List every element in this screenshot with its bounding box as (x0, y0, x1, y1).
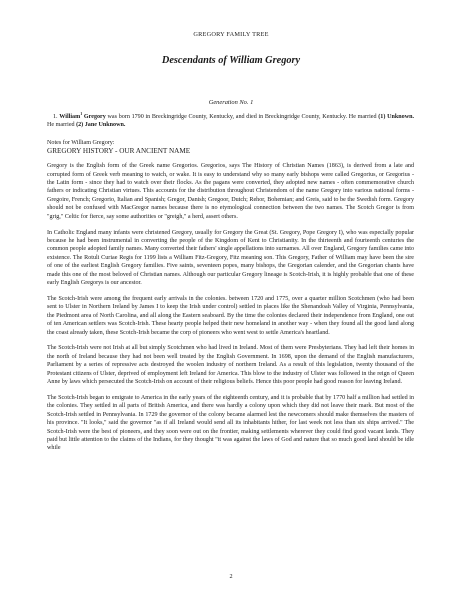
running-header: GREGORY FAMILY TREE (193, 31, 269, 38)
paragraph-scotch-irish-arrivals: The Scotch-Irish were among the frequent early arrivals in the colonies. between 1720 and 1775, over a quarter million Scotchmen (who had been sent to Ulster in Northern Ireland by James I to keep the Irish under control) settled in places like the Shenandoah Valley of Virginia, Pennsylvania, the Piedmont area of North Carolina, and all along the Eastern seaboard. By the time the colonies declared their independence from England, one out of ten American settlers was Scotch-Irish. These hearty people helped their new homeland in another way - when they found all the good land along the coast already taken, these Scotch-Irish became the corp of pioneers who went west to settle America's heartland. (47, 295, 414, 336)
person-number: 1. (53, 114, 58, 121)
spouse-1: (1) Unknown. (378, 114, 415, 121)
paragraph-emigration: The Scotch-Irish began to emigrate to America in the early years of the eighteenth century, and it is probable that by 1770 half a million had settled in the colonies. They settled in all parts of British America, and there was hardly a colony upon which they did not leave their mark. But most of the Scotch-Irish settled in Pennsylvania. In 1729 the governor of the colony became alarmed lest the newcomers should make themselves the masters of his province. "It looks," said the governor "as if all Ireland would send all its inhabitants hither, for last week not less than six ships arrived." The Scotch-Irish were the best of pioneers, and they soon were out on the frontier, making settlements wherever they could find good vacant lands. They paid but little attention to the claims of the Indians, for they thought "it was against the laws of God and nature that so much good land should be idle while (47, 395, 414, 452)
spouse-2: (2) Jane Unknown. (76, 122, 126, 129)
person-generation-superscript: 1 (80, 111, 83, 116)
document-body (47, 110, 414, 460)
document-title: Descendants of William Gregory (161, 55, 301, 66)
person-name: William (59, 114, 81, 121)
generation-heading: Generation No. 1 (208, 99, 254, 106)
person-surname: Gregory (83, 114, 106, 121)
paragraph-scotch-irish-origins: The Scotch-Irish were not Irish at all but simply Scotchmen who had lived in Ireland. Most of them were Presbyterians. They had left their homes in the north of Ireland because they had not been well treated by the English Government. In 1698, upon the demand of the English manufacturers, Parliament by a series of repressive acts destroyed the woolen industry of northern Ireland. As a result of this legislation, twenty thousand of the Protestant citizens of Ulster, deprived of employment left Ireland for America. This blow to the industry of Ulster was followed in the reign of Queen Anne by laws which persecuted the Scotch-Irish on account of their religious beliefs. Hence this poor people had good reason for leaving Ireland. (47, 345, 414, 386)
person-text-1: was born 1790 in Breckingridge County, Kentucky, and died in Breckingridge County, Kentucky. He married (107, 114, 377, 121)
paragraph-name-origin: Gregory is the English form of the Greek name Gregorios. Gregorios, says The History of Christian Names (1863), is derived from a late and corrupted form of Greek verb meaning to watch, or wake. It is easy to understand why so many early bishops were called Gregorius, or Gregorius - the Latin form - since they had to watch over their flocks. As the pagans were converted, they adopted new names - often commemorative church fathers or indicating Christian virtues. This accounts for the distribution throughout Christendom of the name Gregory into various national forms - Gregoire, French; Gregorio, Italian and Spanish; Gregor, Danish; Gregoor, Dutch; Rehor, Bohemian; and Greis, said to be the Swedish form. Gregory should not be confused with MacGregor names because there is no etymological connection between the two names. The Scotch Gregor is from "grig," Celtic for fierce, say some authorities or "greigh," a herd, assert others. (47, 163, 414, 220)
notes-label: Notes for William Gregory: (47, 139, 115, 146)
page-number: 2 (229, 573, 233, 580)
paragraph-catholic-england: In Catholic England many infants were christened Gregory, usually for Gregory the Great (St. Gregory, Pope Gregory I), who was especially popular because he had been instrumental in converting the people of the Kingdom of Kent to Christianity. In the thirteenth and fourteenth centuries the common people adopted family names. Many converted their fathers' single appellations into surnames. All over England, Gregory families came into existence. The Rotuli Curiae Regis for 1199 lists a William Fitz-Gregory, Fitz meaning son. This Gregory, Father of William may have been the sire of one of the earliest English Gregory families. Five saints, seventeen popes, many bishops, the Gregorian calender, and the Gregorian chants have made this one of the most beloved of Christian names. Although our particular Gregory lineage is Scotch-Irish, it is highly probable that one of these early English Gregorys is our ancestor. (47, 229, 414, 287)
person-text-2: He married (47, 122, 75, 129)
history-heading: GREGORY HISTORY - OUR ANCIENT NAME (47, 147, 191, 156)
person-entry (47, 110, 414, 130)
